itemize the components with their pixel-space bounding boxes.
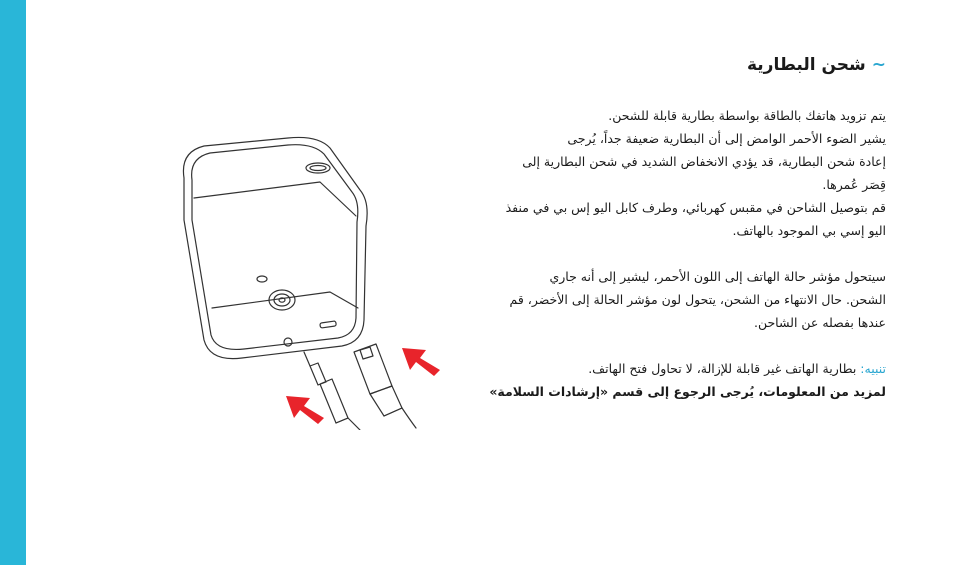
paragraph-line: قم بتوصيل الشاحن في مقبس كهربائي، وطرف كابل اليو إس بي في منفذ: [505, 200, 886, 215]
charging-section: [486, 50, 886, 403]
headset-jack-icon: [284, 338, 292, 346]
phone-top-seam: [194, 182, 356, 216]
paragraph-line: إعادة شحن البطارية، قد يؤدي الانخفاض الشديد في شحن البطارية إلى: [522, 154, 886, 169]
flash-icon: [257, 276, 267, 282]
note-label: تنبيه:: [860, 361, 886, 376]
phone-charging-illustration: [170, 130, 450, 430]
tilde-icon: ~: [871, 55, 886, 75]
more-info-line: لمزيد من المعلومات، يُرجى الرجوع إلى قسم «إرشادات السلامة»: [489, 384, 886, 399]
paragraph-line: الشحن. حال الانتهاء من الشحن، يتحول لون مؤشر الحالة إلى الأخضر، قم: [509, 292, 886, 307]
note-text: بطارية الهاتف غير قابلة للإزالة، لا تحاول فتح الهاتف.: [588, 361, 861, 376]
section-title: ~شحن البطارية: [746, 55, 886, 75]
paragraph-line: يشير الضوء الأحمر الوامض إلى أن البطارية ضعيفة جداً، يُرجى: [567, 131, 886, 146]
note-line: [486, 357, 886, 380]
phone-body-inner: [192, 145, 358, 350]
paragraph-line: سيتحول مؤشر حالة الهاتف إلى اللون الأحمر، ليشير إلى أنه جاري: [549, 269, 886, 284]
paragraph-line: عندها بفصله عن الشاحن.: [753, 315, 886, 330]
paragraph-line: اليو إسي بي الموجود بالهاتف.: [732, 223, 886, 238]
insert-arrow-audio: [286, 396, 324, 424]
paragraph-line: قِصَر عُمرها.: [822, 177, 886, 192]
insert-arrow-usb: [402, 348, 440, 376]
paragraph-line: يتم تزويد هاتفك بالطاقة بواسطة بطارية قابلة للشحن.: [608, 108, 886, 123]
accent-side-bar: [0, 0, 26, 565]
phone-body-outline: [183, 137, 367, 358]
usb-port-icon: [320, 321, 337, 328]
